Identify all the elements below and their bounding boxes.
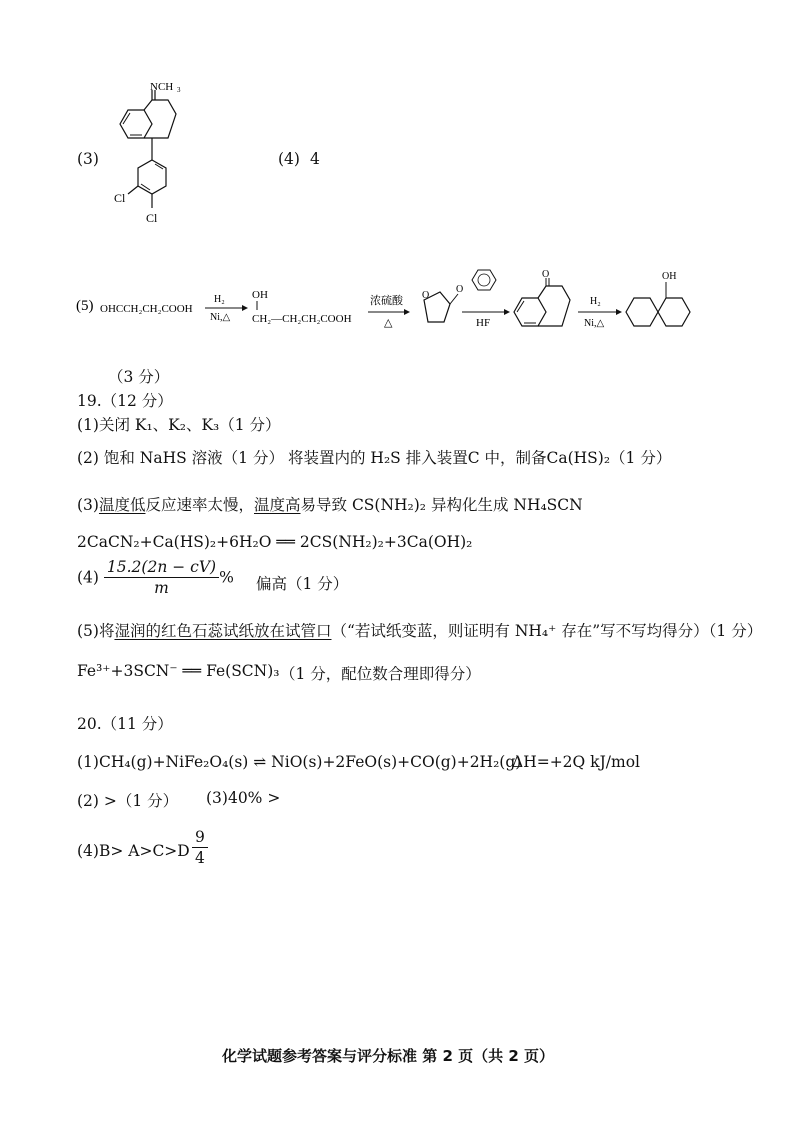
cl-b-label: Cl [146,211,158,225]
q20-p4: (4)B> A>C>D [77,842,190,860]
q19-p2-a: (2) 饱和 NaHS 溶液（1 分） [77,449,284,467]
q19-p4-fraction [104,558,219,597]
q18-p5-final-oh: OH [662,271,677,282]
q18-p5-lactone-o2: O [456,284,464,295]
q20-p1-delta-h: ΔH=+2Q kJ/mol [512,753,640,771]
q19-p2-b: 将装置内的 H₂S 排入装置C 中，制备Ca(HS)₂（1 分） [288,449,672,467]
q20-p2: (2) >（1 分） [77,792,179,810]
q19-p3-mid: 反应速率太慢， [145,496,254,514]
q19-equation-2: Fe³⁺+3SCN⁻ ══ Fe(SCN)₃ [77,662,280,680]
q18-p4-label: (4) [278,150,300,168]
q19-p5-prefix: (5)将 [77,622,115,640]
q19-p5-rest: （“若试纸变蓝，则证明有 NH₄⁺ 存在”写不写均得分）（1 分） [331,622,763,640]
q18-p5-route [72,268,712,338]
q19-p5-underline: 湿润的红色石蕊试纸放在试管口 [114,622,332,640]
q19-p3-underline-2: 温度高 [254,496,301,514]
page-footer: 化学试题参考答案与评分标准 第 2 页（共 2 页） [222,1047,554,1065]
q19-p3 [77,493,583,515]
q19-p3-underline-1: 温度低 [98,496,146,514]
q19-p5 [77,619,762,641]
q18-p5-ketone-o: O [542,269,550,280]
q18-p5-arrow2-top: 浓硫酸 [370,295,403,307]
q19-p4 [77,558,234,597]
q18-p5-arrow1-top: H₂ [214,294,225,305]
q19-p4-label: (4) [77,568,99,587]
q18-p4-answer: 4 [310,150,320,168]
q18-p5-arrow1-bottom: Ni,△ [210,312,231,323]
q18-p5-score: （3 分） [108,368,170,386]
q18-p5-label: (5) [76,298,94,314]
q19-p4-numerator: 15.2(2n − cV) [104,558,219,578]
q18-p3-label: (3) [77,150,99,168]
ncg3-sub: 3 [177,86,181,94]
q19-equation-1: 2CaCN₂+Ca(HS)₂+6H₂O ══ 2CS(NH₂)₂+3Ca(OH)₂ [77,533,473,551]
q18-p5-arrow3-bottom: HF [476,317,491,329]
q18-p5-arrow4-top: H₂ [590,296,601,307]
q19-p4-percent: % [219,568,234,587]
q20-p3: (3)40% > [206,789,281,807]
q18-p5-lactone-o1: O [422,290,430,301]
q18-p3-structure [100,81,210,236]
q20-p4-denominator: 4 [195,849,205,867]
q18-p5-int-oh: OH [252,289,268,301]
q19-heading: 19.（12 分） [77,392,173,410]
q19-p3-prefix: (3) [77,496,99,514]
q18-p5-int-formula: CH₂—CH₂CH₂COOH [252,313,352,325]
q18-p5-arrow4-bottom: Ni,△ [584,318,605,329]
q20-p4-fraction [192,828,208,867]
q19-p4-bias: 偏高（1 分） [256,575,349,593]
cl-a-label: Cl [114,191,126,205]
ncg3-label: NCH [150,81,174,93]
q19-p4-denominator: m [154,579,169,597]
q20-p1: (1)CH₄(g)+NiFe₂O₄(s) ⇌ NiO(s)+2FeO(s)+CO(g)+2H₂(g) [77,753,522,771]
q19-p3-rest: 易导致 CS(NH₂)₂ 异构化生成 NH₄SCN [300,496,583,514]
q18-p5-start: OHCCH₂CH₂COOH [100,303,193,315]
q19-p1: (1)关闭 K₁、K₂、K₃（1 分） [77,416,281,434]
q20-heading: 20.（11 分） [77,715,173,733]
q18-p5-arrow2-bottom: △ [384,317,393,329]
q20-p4-numerator: 9 [192,828,208,848]
q19-equation-2-note: （1 分，配位数合理即得分） [280,665,481,683]
